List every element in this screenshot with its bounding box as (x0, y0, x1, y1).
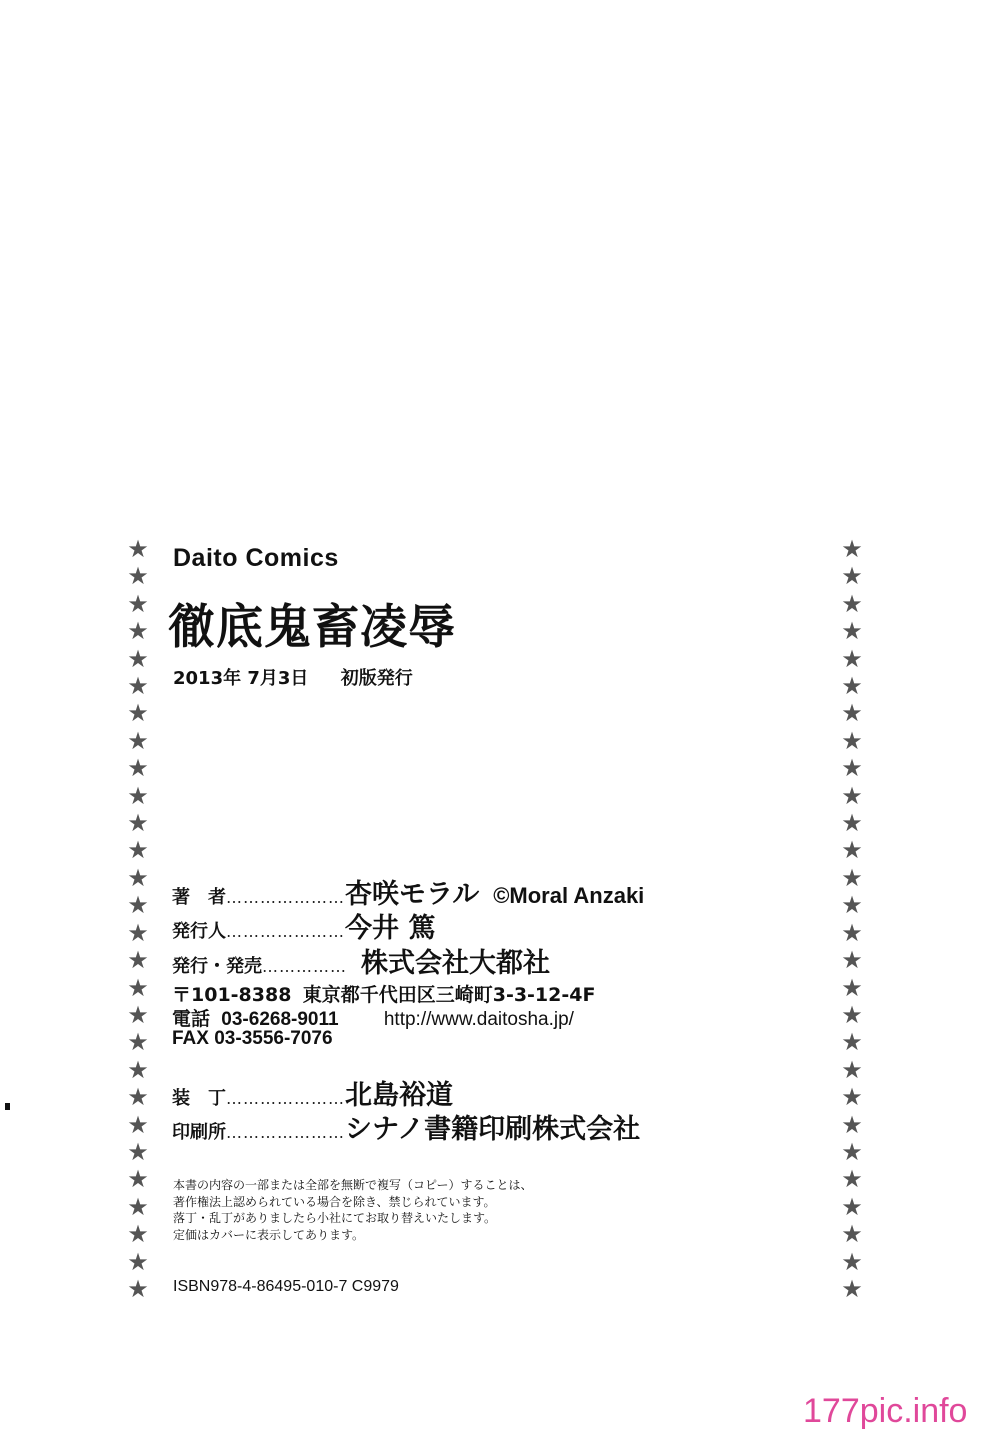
scan-mark (5, 1103, 10, 1110)
star-icon: ★ (841, 946, 863, 975)
credit-label: 装 丁 (172, 1088, 226, 1109)
star-icon: ★ (841, 863, 863, 892)
contact-line (172, 1004, 574, 1031)
star-icon: ★ (841, 973, 863, 1002)
star-icon: ★ (127, 1247, 149, 1276)
star-icon: ★ (127, 973, 149, 1002)
star-icon: ★ (127, 836, 149, 865)
star-icon: ★ (841, 781, 863, 810)
notice-line: 著作権法上認められている場合を除き、禁じられています。 (173, 1194, 496, 1209)
legal-notice (173, 1177, 533, 1243)
star-icon: ★ (127, 699, 149, 728)
star-icon: ★ (841, 726, 863, 755)
fax-line: FAX 03-3556-7076 (172, 1028, 333, 1049)
star-icon: ★ (127, 1083, 149, 1112)
leader-dots: …………… (262, 957, 347, 976)
leader-dots: ………………… (226, 1089, 345, 1108)
star-icon: ★ (127, 863, 149, 892)
star-icon: ★ (841, 918, 863, 947)
credit-publisher-person (172, 906, 435, 945)
star-icon: ★ (127, 1055, 149, 1084)
star-icon: ★ (841, 1165, 863, 1194)
star-icon: ★ (841, 535, 863, 563)
star-icon: ★ (127, 754, 149, 783)
star-icon: ★ (841, 589, 863, 618)
star-icon: ★ (841, 809, 863, 838)
tel-label: 電話 (172, 1008, 211, 1030)
star-icon: ★ (841, 672, 863, 701)
isbn: ISBN978-4-86495-010-7 C9979 (173, 1278, 399, 1295)
star-icon: ★ (841, 699, 863, 728)
star-icon: ★ (841, 1137, 863, 1166)
credit-label: 発行人 (172, 921, 226, 942)
left-star-border (123, 536, 153, 1303)
publication-info (173, 664, 439, 690)
credit-publisher-company (172, 941, 550, 980)
star-icon: ★ (841, 1274, 863, 1303)
publication-date: 2013年 7月3日 (173, 668, 309, 689)
copyright-notice: ©Moral Anzaki (493, 883, 645, 908)
star-icon: ★ (127, 781, 149, 810)
leader-dots: ………………… (226, 1123, 345, 1142)
website-link[interactable]: http://www.daitosha.jp/ (383, 1009, 574, 1030)
notice-line: 本書の内容の一部または全部を無断で複写（コピー）することは、 (173, 1178, 533, 1192)
star-icon: ★ (127, 726, 149, 755)
star-icon: ★ (841, 1192, 863, 1221)
star-icon: ★ (127, 918, 149, 947)
address-line (172, 980, 595, 1007)
author-name: 杏咲モラル (345, 879, 480, 910)
star-icon: ★ (127, 644, 149, 673)
postal-code: 〒101-8388 (172, 984, 292, 1006)
star-icon: ★ (127, 617, 149, 646)
star-icon: ★ (841, 836, 863, 865)
star-icon: ★ (127, 891, 149, 920)
star-icon: ★ (841, 644, 863, 673)
star-icon: ★ (841, 1220, 863, 1249)
right-star-border (837, 536, 867, 1303)
tel-number: 03-6268-9011 (221, 1009, 339, 1030)
printer-name: シナノ書籍印刷株式会社 (345, 1114, 641, 1145)
star-icon: ★ (127, 1220, 149, 1249)
star-icon: ★ (127, 672, 149, 701)
notice-line: 定価はカバーに表示してあります。 (173, 1227, 365, 1242)
book-title: 徹底鬼畜凌辱 (168, 600, 456, 655)
star-icon: ★ (841, 1055, 863, 1084)
publisher-name: 今井 篤 (345, 913, 436, 944)
star-icon: ★ (127, 562, 149, 591)
credit-label: 印刷所 (172, 1122, 226, 1143)
star-icon: ★ (127, 809, 149, 838)
star-icon: ★ (841, 1083, 863, 1112)
leader-dots: ………………… (226, 922, 345, 941)
star-icon: ★ (841, 754, 863, 783)
star-icon: ★ (127, 535, 149, 563)
star-icon: ★ (127, 1192, 149, 1221)
star-icon: ★ (127, 589, 149, 618)
star-icon: ★ (127, 1000, 149, 1029)
credit-label: 著 者 (172, 887, 226, 908)
star-icon: ★ (127, 946, 149, 975)
star-icon: ★ (841, 1247, 863, 1276)
credit-printer (172, 1107, 640, 1146)
star-icon: ★ (127, 1165, 149, 1194)
credit-label: 発行・発売 (172, 956, 262, 977)
star-icon: ★ (127, 1028, 149, 1057)
star-icon: ★ (841, 562, 863, 591)
designer-name: 北島裕道 (345, 1080, 453, 1111)
star-icon: ★ (127, 1110, 149, 1139)
publisher-brand: Daito Comics (173, 544, 339, 572)
star-icon: ★ (841, 1028, 863, 1057)
company-name: 株式会社大都社 (361, 948, 550, 979)
star-icon: ★ (841, 891, 863, 920)
leader-dots: ………………… (226, 888, 345, 907)
street-address: 東京都千代田区三崎町3-3-12-4F (302, 984, 596, 1006)
notice-line: 落丁・乱丁がありましたら小社にてお取り替えいたします。 (173, 1211, 497, 1225)
star-icon: ★ (127, 1274, 149, 1303)
watermark: 177pic.info (803, 1392, 968, 1430)
star-icon: ★ (841, 1110, 863, 1139)
edition-label: 初版発行 (340, 668, 413, 689)
star-icon: ★ (127, 1137, 149, 1166)
star-icon: ★ (841, 1000, 863, 1029)
star-icon: ★ (841, 617, 863, 646)
